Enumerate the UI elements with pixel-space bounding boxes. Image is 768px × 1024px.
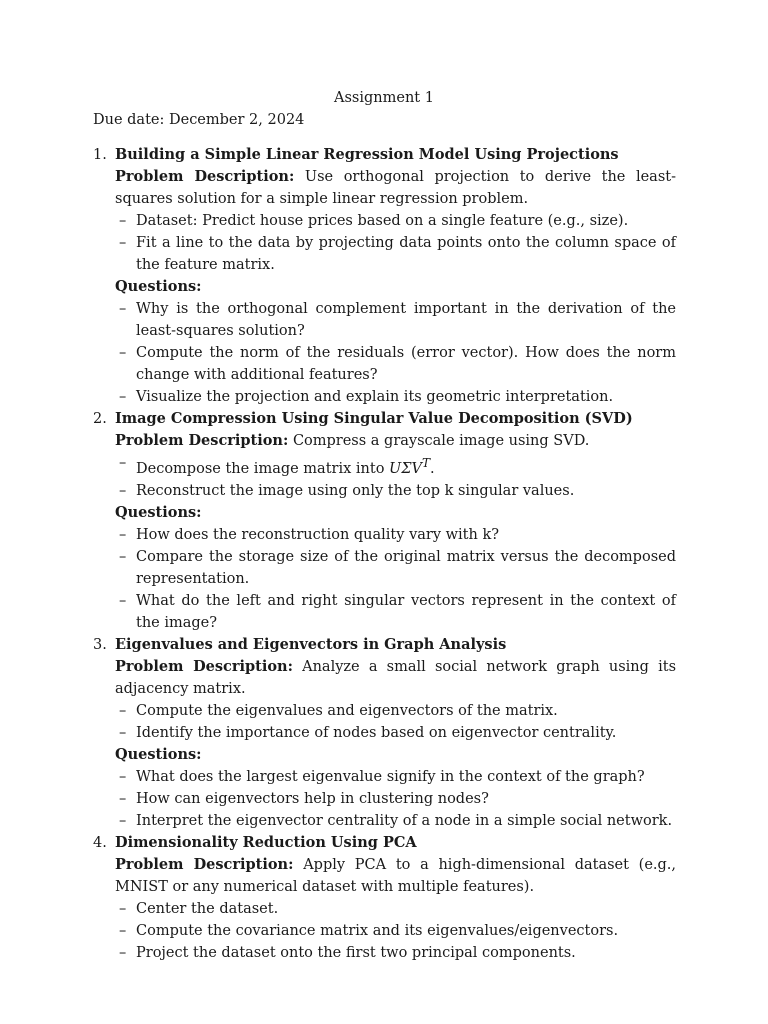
list-item-text: Compute the eigenvalues and eigenvectors of the matrix. — [136, 702, 558, 719]
dash-bullet: – — [119, 482, 127, 499]
list-item-text: Project the dataset onto the first two principal components. — [136, 944, 576, 961]
list-item — [115, 210, 676, 232]
questions-heading: Questions: — [115, 278, 202, 295]
problem-3 — [93, 634, 676, 832]
dash-bullet: – — [119, 790, 127, 807]
list-item-text: Visualize the projection and explain its geometric interpretation. — [136, 389, 614, 405]
list-item-text: Compare the storage size of the original matrix versus the decomposed representation. — [136, 548, 676, 587]
dash-bullet: – — [119, 922, 127, 939]
list-item — [115, 722, 676, 744]
dash-bullet: – — [119, 213, 127, 229]
list-item — [115, 700, 676, 722]
dash-bullet: – — [119, 592, 127, 609]
description-label: Problem Description: — [115, 855, 294, 873]
list-item-text: Interpret the eigenvector centrality of a node in a simple social network. — [136, 812, 673, 829]
dash-bullet: – — [119, 724, 127, 741]
svd-transpose: T — [421, 456, 431, 470]
document-title: Assignment 1 — [334, 90, 434, 106]
step-list — [115, 898, 676, 964]
list-item — [115, 590, 676, 634]
description-label: Problem Description: — [115, 432, 289, 449]
description-text: Use orthogonal projection to derive the least-squares solution for a simple linear regression problem. — [115, 169, 676, 207]
dash-bullet: – — [119, 702, 127, 719]
list-item-text: How does the reconstruction quality vary with k? — [136, 526, 500, 543]
problem-title: Image Compression Using Singular Value Decomposition (SVD) — [115, 410, 633, 427]
description-label: Problem Description: — [115, 657, 293, 675]
problem-1 — [93, 144, 676, 408]
list-item — [115, 942, 676, 964]
problem-description — [115, 854, 676, 898]
list-item-text: Compute the norm of the residuals (error vector). How does the norm change with additional features? — [136, 345, 676, 383]
description-text: Analyze a small social network graph using its adjacency matrix. — [115, 658, 677, 697]
list-item-text: How can eigenvectors help in clustering nodes? — [136, 790, 489, 807]
list-item — [115, 480, 676, 502]
dash-bullet: – — [119, 301, 127, 317]
problem-number: 2. — [93, 411, 107, 427]
dash-bullet: – — [119, 345, 127, 361]
dash-bullet: – — [119, 235, 127, 251]
problem-description — [115, 656, 676, 700]
problem-description — [115, 430, 676, 452]
list-item — [115, 788, 676, 810]
step-list — [115, 452, 676, 502]
description-text: Apply PCA to a high-dimensional dataset (e.g., MNIST or any numerical dataset with multiple features). — [115, 856, 677, 895]
step-list — [115, 210, 676, 276]
list-item-text: Center the dataset. — [136, 900, 279, 917]
question-list — [115, 766, 676, 832]
svd-expression: UΣV — [389, 460, 422, 477]
problem-number: 4. — [93, 834, 107, 851]
list-item-text: Reconstruct the image using only the top k singular values. — [136, 482, 575, 499]
problem-title: Building a Simple Linear Regression Model Using Projections — [115, 146, 619, 163]
dash-bullet: – — [119, 900, 127, 917]
problem-title: Eigenvalues and Eigenvectors in Graph Analysis — [115, 635, 507, 653]
questions-heading: Questions: — [115, 745, 202, 763]
list-item-text: Compute the covariance matrix and its eigenvalues/eigenvectors. — [136, 922, 619, 939]
question-list — [115, 298, 676, 408]
svd-period: . — [430, 460, 435, 477]
step-list — [115, 700, 676, 744]
dash-bullet: – — [119, 768, 127, 785]
problem-4 — [93, 832, 676, 964]
list-item — [115, 452, 676, 480]
list-item-text: Fit a line to the data by projecting data points onto the column space of the feature matrix. — [136, 235, 676, 273]
list-item — [115, 810, 676, 832]
questions-heading: Questions: — [115, 503, 202, 521]
list-item — [115, 524, 676, 546]
due-date: Due date: December 2, 2024 — [93, 112, 305, 128]
dash-bullet: – — [119, 548, 127, 565]
list-item — [115, 898, 676, 920]
list-item — [115, 920, 676, 942]
list-item-text: Decompose the image matrix into — [136, 460, 385, 477]
description-text: Compress a grayscale image using SVD. — [292, 433, 590, 449]
problem-number: 3. — [93, 636, 107, 653]
list-item-text: What does the largest eigenvalue signify in the context of the graph? — [136, 768, 645, 785]
list-item — [115, 298, 676, 342]
list-item-text: Identify the importance of nodes based on eigenvector centrality. — [136, 724, 617, 741]
dash-bullet: – — [119, 455, 127, 471]
problem-2 — [93, 408, 676, 634]
list-item — [115, 232, 676, 276]
problem-title: Dimensionality Reduction Using PCA — [115, 833, 417, 851]
problem-number: 1. — [93, 147, 107, 163]
question-list — [115, 524, 676, 634]
dash-bullet: – — [119, 944, 127, 961]
problem-description — [115, 166, 676, 210]
dash-bullet: – — [119, 526, 127, 543]
list-item — [115, 342, 676, 386]
problem-list — [93, 144, 676, 964]
dash-bullet: – — [119, 389, 127, 405]
list-item-text: Dataset: Predict house prices based on a single feature (e.g., size). — [136, 213, 629, 229]
list-item-text: What do the left and right singular vectors represent in the context of the image? — [136, 592, 676, 631]
list-item — [115, 386, 676, 408]
dash-bullet: – — [119, 812, 127, 829]
list-item — [115, 546, 676, 590]
list-item — [115, 766, 676, 788]
description-label: Problem Description: — [115, 168, 295, 185]
list-item-text: Why is the orthogonal complement important in the derivation of the least-squares solution? — [136, 301, 676, 339]
